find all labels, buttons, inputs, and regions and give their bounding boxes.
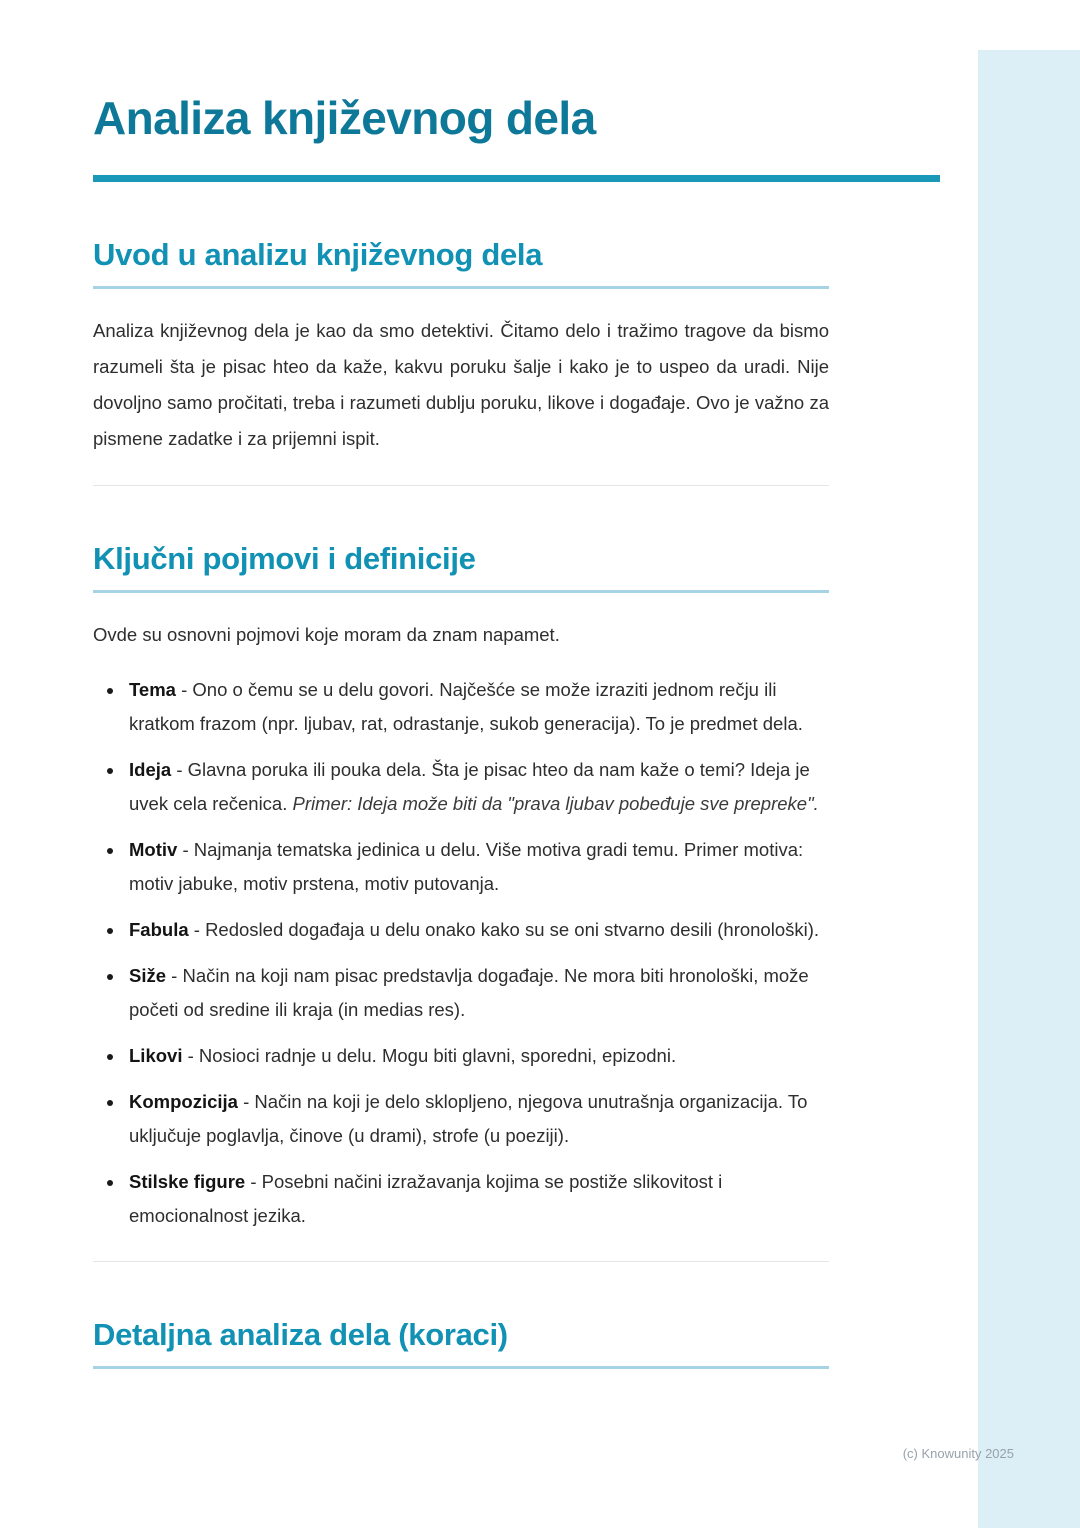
term-definition: - Ono o čemu se u delu govori. Najčešće se može izraziti jednom rečju ili kratkom frazom (npr. ljubav, rat, odrastanje, sukob generacija). To je predmet dela. [129,679,803,735]
term-name: Kompozicija [129,1091,238,1113]
footer-copyright: (c) Knowunity 2025 [902,1446,1014,1461]
section-heading-steps: Detaljna analiza dela (koraci) [93,1317,508,1353]
term-name: Tema [129,679,176,701]
term-name: Fabula [129,919,189,941]
term-definition: - Nosioci radnje u delu. Mogu biti glavni, sporedni, epizodni. [187,1045,677,1067]
term-name: Siže [129,965,167,987]
term-name: Likovi [129,1045,183,1067]
term-item-tema [125,673,827,741]
section-divider-1 [93,485,829,486]
term-item-stilske-figure [125,1165,827,1233]
term-item-size [125,959,827,1027]
term-item-kompozicija [125,1085,827,1153]
term-example: Primer: Ideja može biti da "prava ljubav pobeđuje sve prepreke". [292,793,819,815]
section-key-terms [93,540,940,1233]
page-title: Analiza književnog dela [93,92,596,144]
term-name: Motiv [129,839,178,861]
term-definition: - Glavna poruka ili pouka dela. Šta je pisac hteo da nam kaže o temi? Ideja je uvek cela rečenica. [129,759,810,815]
term-definition: - Redosled događaja u delu onako kako su se oni stvarno desili (hronološki). [193,919,820,941]
section-heading-key-terms: Ključni pojmovi i definicije [93,541,476,577]
term-item-fabula [125,913,827,947]
section-intro [93,236,940,457]
term-item-ideja [125,753,827,821]
key-terms-intro: Ovde su osnovni pojmovi koje moram da znam napamet. [93,624,560,646]
title-rule [93,175,940,182]
term-definition: - Način na koji je delo sklopljeno, njegova unutrašnja organizacija. To uključuje poglavlja, činove (u drami), strofe (u poeziji). [129,1091,808,1147]
side-stripe [978,50,1080,1528]
heading-underline-steps [93,1366,829,1369]
term-name: Stilske figure [129,1171,246,1193]
intro-paragraph: Analiza književnog dela je kao da smo detektivi. Čitamo delo i tražimo tragove da bismo razumeli šta je pisac hteo da kaže, kakvu poruku šalje i kako je to uspeo da uradi. Nije dovoljno samo pročitati, treba i razumeti dublju poruku, likove i događaje. Ovo je važno za pismene zadatke i za prijemni ispit. [93,320,829,450]
term-item-likovi [125,1039,827,1073]
heading-underline-key-terms [93,590,829,593]
section-divider-2 [93,1261,829,1262]
content-area [93,0,940,1369]
term-list [93,673,827,1233]
section-steps [93,1316,940,1369]
heading-underline-intro [93,286,829,289]
term-item-motiv [125,833,827,901]
term-definition: - Način na koji nam pisac predstavlja događaje. Ne mora biti hronološki, može početi od sredine ili kraja (in medias res). [129,965,809,1021]
term-definition: - Posebni načini izražavanja kojima se postiže slikovitost i emocionalnost jezika. [129,1171,723,1227]
term-name: Ideja [129,759,172,781]
term-definition: - Najmanja tematska jedinica u delu. Više motiva gradi temu. Primer motiva: motiv jabuke, motiv prstena, motiv putovanja. [129,839,804,895]
section-heading-intro: Uvod u analizu književnog dela [93,236,543,272]
